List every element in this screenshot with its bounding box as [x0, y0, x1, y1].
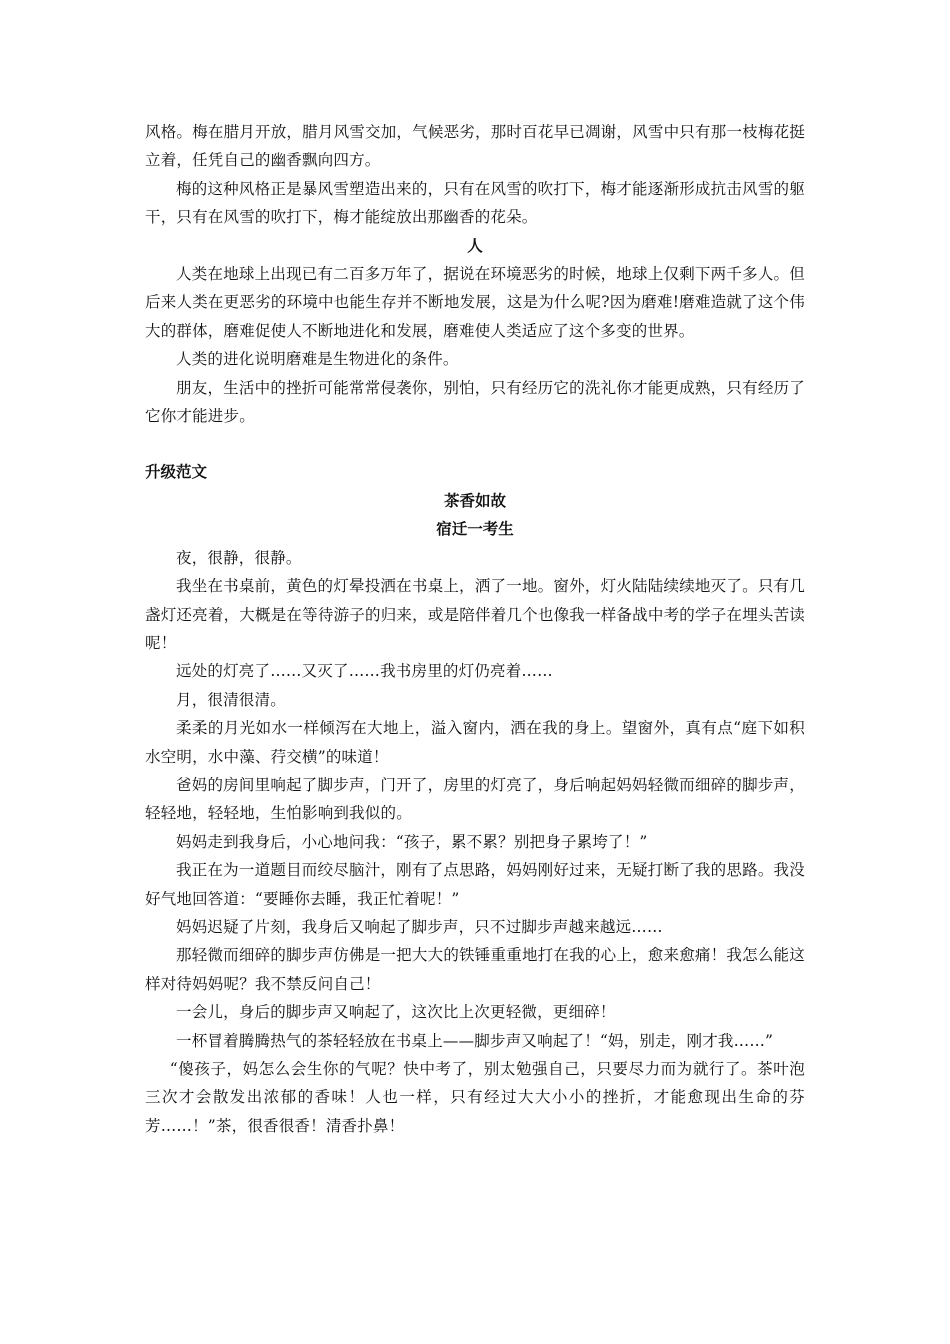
essay-paragraph: 我坐在书桌前，黄色的灯晕投洒在书桌上，洒了一地。窗外，灯火陆陆续续地灭了。只有几盏灯还亮着，大概是在等待游子的归来，或是陪伴着几个也像我一样备战中考的学子在埋头苦读呢！: [145, 577, 805, 652]
essay-paragraph: 远处的灯亮了……又灭了……我书房里的灯仍亮着……: [176, 662, 553, 681]
section-title-ren: 人: [467, 236, 483, 255]
essay-paragraph: 月，很清很清。: [176, 690, 286, 709]
paragraph-ren-1: 人类在地球上出现已有二百多万年了，据说在环境恶劣的时候，地球上仅剩下两千多人。但后来人类在更恶劣的环境中也能生存并不断地发展，这是为什么呢?因为磨难!磨难造就了这个伟大的群体，磨难促使人不断地进化和发展，磨难使人类适应了这个多变的世界。: [145, 265, 805, 340]
paragraph-ren-3: 朋友，生活中的挫折可能常常侵袭你，别怕，只有经历它的洗礼你才能更成熟，只有经历了它你才能进步。: [145, 378, 805, 426]
essay-paragraph: 爸妈的房间里响起了脚步声，门开了，房里的灯亮了，身后响起妈妈轻微而细碎的脚步声，轻轻地，轻轻地，生怕影响到我似的。: [145, 775, 805, 823]
essay-paragraph: 柔柔的月光如水一样倾泻在大地上，溢入窗内，洒在我的身上。望窗外，真有点“庭下如积水空明，水中藻、荇交横”的味道！: [145, 719, 805, 766]
essay-paragraph: 夜，很静，很静。: [176, 548, 302, 567]
essay-paragraph: “傻孩子，妈怎么会生你的气呢？快中考了，别太勉强自己，只要尽力而为就行了。茶叶泡三次才会散发出浓郁的香味！人也一样，只有经过大大小小的挫折，才能愈现出生命的芬芳……！”茶，很香很香！清香扑鼻！: [145, 1060, 805, 1135]
essay-paragraph: 妈妈迟疑了片刻，我身后又响起了脚步声，只不过脚步声越来越远……: [176, 917, 663, 936]
essay-paragraph: 那轻微而细碎的脚步声仿佛是一把大大的铁锤重重地打在我的心上，愈来愈痛！我怎么能这样对待妈妈呢？我不禁反问自己！: [145, 946, 805, 993]
section-heading-upgrade: 升级范文: [145, 463, 208, 482]
paragraph-ren-2: 人类的进化说明磨难是生物进化的条件。: [176, 350, 459, 369]
paragraph-mei-2: 梅的这种风格正是暴风雪塑造出来的，只有在风雪的吹打下，梅才能逐渐形成抗击风雪的躯干，只有在风雪的吹打下，梅才能绽放出那幽香的花朵。: [145, 179, 805, 227]
essay-title: 茶香如故: [443, 491, 506, 510]
document-page: [145, 118, 805, 1140]
essay-paragraph: 一会儿，身后的脚步声又响起了，这次比上次更轻微，更细碎！: [176, 1003, 616, 1022]
essay-paragraph: 一杯冒着腾腾热气的茶轻轻放在书桌上——脚步声又响起了！“妈，别走，刚才我……”: [176, 1031, 774, 1050]
essay-paragraph: 我正在为一道题目而绞尽脑汁，刚有了点思路，妈妈刚好过来，无疑打断了我的思路。我没好气地回答道：“要睡你去睡，我正忙着呢！”: [145, 861, 805, 908]
essay-paragraph: 妈妈走到我身后，小心地问我：“孩子，累不累？别把身子累垮了！”: [176, 832, 648, 851]
paragraph-mei-1: 风格。梅在腊月开放，腊月风雪交加，气候恶劣，那时百花早已凋谢，风雪中只有那一枝梅花挺立着，任凭自己的幽香飘向四方。: [145, 123, 805, 170]
essay-author: 宿迁一考生: [436, 520, 514, 539]
